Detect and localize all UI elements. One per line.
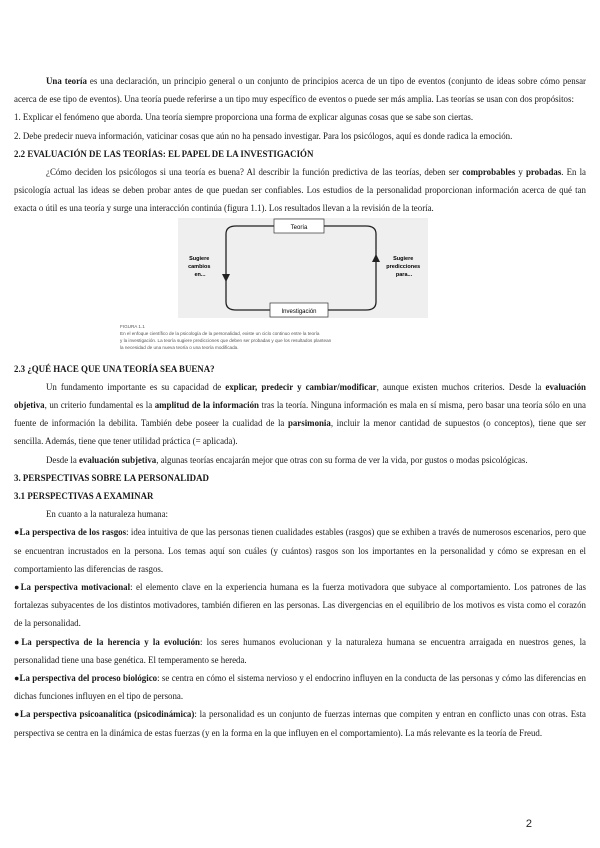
section-2-3-paragraph-2: Desde la evaluación subjetiva, algunas teorías encajarán mejor que otras con su forma de ver la vida, por gustos o modas psicológicas. [46,454,528,465]
document-body [14,72,586,742]
research-box-label: Investigación [281,308,317,315]
intro-item-2: 2. Debe predecir nueva información, vaticinar cosas que aún no ha pensado investigar. Para los psicólogos, aquí es donde radica la emoción. [14,130,513,141]
list-item: ●La perspectiva de los rasgos: idea intuitiva de que las personas tienen cualidades estables (rasgos) que se exhiben a través de numerosos escenarios, pero que se encuentran incrustados en la persona. Los temas aquí son cuáles (y cuántos) rasgos son los importantes en la personalidad y cómo se expresan en el comportamiento las diferencias de rasgos. [14,527,586,574]
list-item: ●La perspectiva de la herencia y la evolución: los seres humanos evolucionan y la naturaleza humana se encuentra arraigada en nuestros genes, la personalidad tiene una base genética. El temperamento se hereda. [14,636,586,665]
figure-caption: FIGURA 1.1 En el enfoque científico de la psicología de la personalidad, existe un ciclo continuo entre la teoría y la investigación. La teoría sugiere predicciones que deben ser probadas y que los resultados plantean la necesidad de una nueva teoría o una teoría modificada. [120,323,332,350]
cycle-diagram [120,218,448,358]
right-label: Sugiere predicciones para... [386,255,421,278]
intro-paragraph: Una teoría es una declaración, un principio general o un conjunto de principios acerca de un tipo de eventos (conjunto de ideas sobre cómo pensar acerca de ese tipo de eventos). Una teoría puede referirse a un tipo muy específico de eventos o puede ser más amplia. Las teorías se usan con dos propósitos: [14,76,586,105]
section-heading-3-1: 3.1 PERSPECTIVAS A EXAMINAR [14,491,154,502]
page-number: 2 [525,818,532,830]
section-3-1-lead: En cuanto a la naturaleza humana: [46,509,168,520]
intro-term: Una teoría [46,76,87,86]
figure-1-1 [120,218,448,358]
section-heading-2-3: 2.3 ¿QUÉ HACE QUE UNA TEORÍA SEA BUENA? [14,363,215,374]
list-item: ●La perspectiva psicoanalítica (psicodinámica): la personalidad es un conjunto de fuerzas internas que compiten y entran en conflicto unas con otras. Esta perspectiva se centra en la dinámica de estas fuerzas (y en la forma en la que influyen en el comportamiento). La más relevante es la teoría de Freud. [14,709,586,738]
section-heading-2-2: 2.2 EVALUACIÓN DE LAS TEORÍAS: EL PAPEL DE LA INVESTIGACIÓN [14,148,314,159]
left-label: Sugiere cambios en... [188,255,211,278]
section-heading-3: 3. PERSPECTIVAS SOBRE LA PERSONALIDAD [14,472,209,483]
theory-box-label: Teoría [290,224,308,231]
list-item: ●La perspectiva del proceso biológico: se centra en cómo el sistema nervioso y el endocrino influyen en la conducta de las personas y cómo las diferencias en dichas funciones influyen en el tipo de persona. [14,673,586,702]
list-item: ●La perspectiva motivacional: el elemento clave en la experiencia humana es la fuerza motivadora que subyace al comportamiento. Los patrones de las fortalezas subyacentes de los distintos motivadores, también difieren en las personas. Las divergencias en el equilibrio de los motivos es vista como el corazón de la personalidad. [14,582,586,629]
section-2-3-paragraph-1: Un fundamento importante es su capacidad de explicar, predecir y cambiar/modificar, aunque existen muchos criterios. Desde la evaluación objetiva, un criterio fundamental es la amplitud de la información tras la teoría. Ninguna información es mala en sí misma, pero basar una teoría sólo en una fuente de información la debilita. También debe poseer la cualidad de la parsimonia, incluir la menor cantidad de supuestos (o conceptos), tiene que ser sencilla. Además, tiene que tener utilidad práctica (= aplicada). [14,381,586,447]
section-2-2-paragraph: ¿Cómo deciden los psicólogos si una teoría es buena? Al describir la función predictiva de las teorías, deben ser comprobables y probadas. En la psicología actual las ideas se deben probar antes de que puedan ser confiables. Los estudios de la personalidad proporcionan información acerca de qué tan exacta o útil es una teoría y surge una interacción continúa (figura 1.1). Los resultados llevan a la revisión de la teoría. [14,167,586,214]
intro-item-1: 1. Explicar el fenómeno que aborda. Una teoría siempre proporciona una forma de explicar algunas cosas que se sabe son ciertas. [14,112,474,123]
